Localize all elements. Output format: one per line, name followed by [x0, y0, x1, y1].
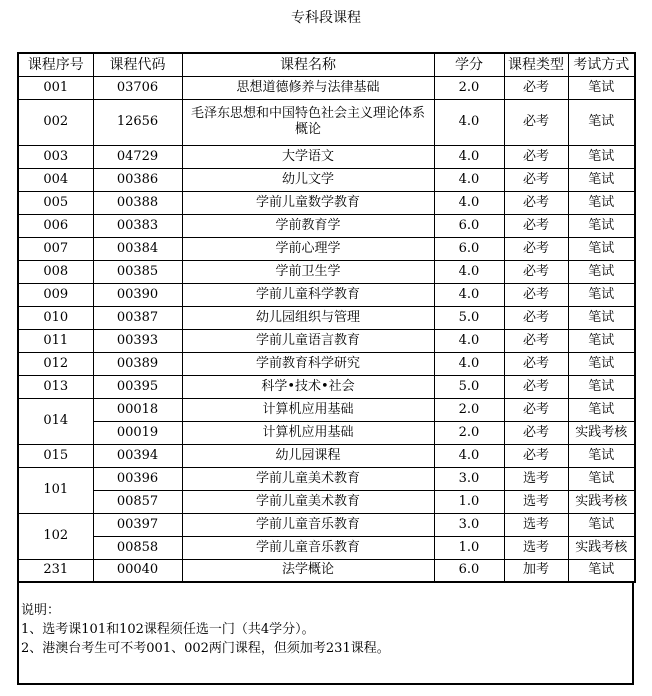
name-cell: 幼儿文学 — [182, 168, 434, 191]
type-cell: 必考 — [504, 375, 568, 398]
name-cell: 大学语文 — [182, 145, 434, 168]
table-row — [18, 237, 635, 260]
credit-cell: 4.0 — [434, 329, 504, 352]
credit-cell: 4.0 — [434, 352, 504, 375]
exam-cell: 笔试 — [568, 352, 635, 375]
credit-cell: 5.0 — [434, 375, 504, 398]
credit-cell: 1.0 — [434, 536, 504, 559]
seq-cell: 006 — [18, 214, 93, 237]
type-cell: 加考 — [504, 559, 568, 582]
seq-cell: 231 — [18, 559, 93, 582]
exam-cell: 笔试 — [568, 283, 635, 306]
name-cell: 幼儿园课程 — [182, 444, 434, 467]
credit-cell: 6.0 — [434, 237, 504, 260]
exam-cell: 笔试 — [568, 99, 635, 145]
credit-cell: 4.0 — [434, 145, 504, 168]
exam-cell: 笔试 — [568, 76, 635, 99]
type-cell: 必考 — [504, 398, 568, 421]
code-cell: 00394 — [93, 444, 182, 467]
exam-cell: 笔试 — [568, 513, 635, 536]
code-cell: 00384 — [93, 237, 182, 260]
seq-cell: 015 — [18, 444, 93, 467]
credit-cell: 1.0 — [434, 490, 504, 513]
table-row — [18, 398, 635, 421]
exam-cell: 笔试 — [568, 260, 635, 283]
credit-cell: 4.0 — [434, 260, 504, 283]
seq-cell: 005 — [18, 191, 93, 214]
seq-cell: 102 — [18, 513, 93, 559]
type-cell: 选考 — [504, 536, 568, 559]
table-header-row — [18, 53, 635, 76]
type-cell: 必考 — [504, 191, 568, 214]
credit-cell: 6.0 — [434, 559, 504, 582]
name-cell: 毛泽东思想和中国特色社会主义理论体系概论 — [182, 99, 434, 145]
header-seq: 课程序号 — [18, 53, 93, 76]
name-cell: 思想道德修养与法律基础 — [182, 76, 434, 99]
seq-cell: 009 — [18, 283, 93, 306]
code-cell: 00857 — [93, 490, 182, 513]
exam-cell: 笔试 — [568, 329, 635, 352]
code-cell: 03706 — [93, 76, 182, 99]
code-cell: 00019 — [93, 421, 182, 444]
code-cell: 00018 — [93, 398, 182, 421]
seq-cell: 002 — [18, 99, 93, 145]
name-cell: 幼儿园组织与管理 — [182, 306, 434, 329]
seq-cell: 007 — [18, 237, 93, 260]
table-row — [18, 168, 635, 191]
seq-cell: 010 — [18, 306, 93, 329]
exam-cell: 笔试 — [568, 145, 635, 168]
credit-cell: 2.0 — [434, 398, 504, 421]
type-cell: 必考 — [504, 214, 568, 237]
type-cell: 必考 — [504, 283, 568, 306]
type-cell: 选考 — [504, 490, 568, 513]
course-table — [17, 52, 636, 583]
note-item: 1、选考课101和102课程须任选一门（共4学分）。 — [21, 622, 315, 637]
code-cell: 00387 — [93, 306, 182, 329]
code-cell: 00385 — [93, 260, 182, 283]
code-cell: 00383 — [93, 214, 182, 237]
type-cell: 必考 — [504, 99, 568, 145]
name-cell: 法学概论 — [182, 559, 434, 582]
name-cell: 学前儿童美术教育 — [182, 467, 434, 490]
seq-cell: 012 — [18, 352, 93, 375]
type-cell: 选考 — [504, 513, 568, 536]
code-cell: 00858 — [93, 536, 182, 559]
exam-cell: 笔试 — [568, 559, 635, 582]
code-cell: 12656 — [93, 99, 182, 145]
seq-cell: 008 — [18, 260, 93, 283]
code-cell: 00040 — [93, 559, 182, 582]
seq-cell: 004 — [18, 168, 93, 191]
type-cell: 选考 — [504, 467, 568, 490]
credit-cell: 4.0 — [434, 191, 504, 214]
code-cell: 00397 — [93, 513, 182, 536]
exam-cell: 笔试 — [568, 444, 635, 467]
code-cell: 00396 — [93, 467, 182, 490]
exam-cell: 实践考核 — [568, 490, 635, 513]
exam-cell: 笔试 — [568, 191, 635, 214]
header-type: 课程类型 — [504, 53, 568, 76]
table-row — [18, 467, 635, 490]
seq-cell: 003 — [18, 145, 93, 168]
type-cell: 必考 — [504, 306, 568, 329]
name-cell: 学前儿童数学教育 — [182, 191, 434, 214]
table-row — [18, 283, 635, 306]
code-cell: 00393 — [93, 329, 182, 352]
table-row — [18, 306, 635, 329]
seq-cell: 101 — [18, 467, 93, 513]
exam-cell: 笔试 — [568, 237, 635, 260]
code-cell: 00388 — [93, 191, 182, 214]
header-credit: 学分 — [434, 53, 504, 76]
type-cell: 必考 — [504, 145, 568, 168]
credit-cell: 4.0 — [434, 168, 504, 191]
name-cell: 科学•技术•社会 — [182, 375, 434, 398]
credit-cell: 2.0 — [434, 421, 504, 444]
seq-cell: 013 — [18, 375, 93, 398]
exam-cell: 笔试 — [568, 467, 635, 490]
credit-cell: 3.0 — [434, 513, 504, 536]
table-row — [18, 191, 635, 214]
notes-box — [17, 583, 634, 685]
code-cell: 00389 — [93, 352, 182, 375]
table-row — [18, 513, 635, 536]
table-row — [18, 536, 635, 559]
name-cell: 学前儿童科学教育 — [182, 283, 434, 306]
table-row — [18, 559, 635, 582]
note-item: 2、港澳台考生可不考001、002两门课程，但须加考231课程。 — [21, 641, 390, 656]
credit-cell: 4.0 — [434, 283, 504, 306]
notes-heading: 说明： — [21, 603, 61, 618]
exam-cell: 实践考核 — [568, 536, 635, 559]
table-row — [18, 145, 635, 168]
type-cell: 必考 — [504, 260, 568, 283]
code-cell: 00390 — [93, 283, 182, 306]
course-sheet — [17, 52, 634, 685]
credit-cell: 4.0 — [434, 99, 504, 145]
seq-cell: 014 — [18, 398, 93, 444]
exam-cell: 实践考核 — [568, 421, 635, 444]
table-row — [18, 421, 635, 444]
type-cell: 必考 — [504, 237, 568, 260]
type-cell: 必考 — [504, 421, 568, 444]
name-cell: 学前卫生学 — [182, 260, 434, 283]
name-cell: 学前教育科学研究 — [182, 352, 434, 375]
credit-cell: 6.0 — [434, 214, 504, 237]
type-cell: 必考 — [504, 76, 568, 99]
table-row — [18, 490, 635, 513]
exam-cell: 笔试 — [568, 398, 635, 421]
table-row — [18, 329, 635, 352]
code-cell: 00386 — [93, 168, 182, 191]
table-row — [18, 214, 635, 237]
header-exam: 考试方式 — [568, 53, 635, 76]
type-cell: 必考 — [504, 352, 568, 375]
table-row — [18, 375, 635, 398]
name-cell: 学前儿童美术教育 — [182, 490, 434, 513]
credit-cell: 5.0 — [434, 306, 504, 329]
header-name: 课程名称 — [182, 53, 434, 76]
page-title: 专科段课程 — [291, 10, 361, 26]
type-cell: 必考 — [504, 444, 568, 467]
table-row — [18, 76, 635, 99]
name-cell: 学前儿童语言教育 — [182, 329, 434, 352]
exam-cell: 笔试 — [568, 214, 635, 237]
exam-cell: 笔试 — [568, 306, 635, 329]
exam-cell: 笔试 — [568, 168, 635, 191]
exam-cell: 笔试 — [568, 375, 635, 398]
seq-cell: 001 — [18, 76, 93, 99]
type-cell: 必考 — [504, 168, 568, 191]
name-cell: 计算机应用基础 — [182, 421, 434, 444]
code-cell: 04729 — [93, 145, 182, 168]
header-code: 课程代码 — [93, 53, 182, 76]
name-cell: 学前儿童音乐教育 — [182, 536, 434, 559]
code-cell: 00395 — [93, 375, 182, 398]
table-row — [18, 444, 635, 467]
seq-cell: 011 — [18, 329, 93, 352]
name-cell: 计算机应用基础 — [182, 398, 434, 421]
table-row — [18, 352, 635, 375]
name-cell: 学前教育学 — [182, 214, 434, 237]
table-row — [18, 260, 635, 283]
credit-cell: 4.0 — [434, 444, 504, 467]
table-row — [18, 99, 635, 145]
name-cell: 学前心理学 — [182, 237, 434, 260]
name-cell: 学前儿童音乐教育 — [182, 513, 434, 536]
type-cell: 必考 — [504, 329, 568, 352]
credit-cell: 3.0 — [434, 467, 504, 490]
credit-cell: 2.0 — [434, 76, 504, 99]
